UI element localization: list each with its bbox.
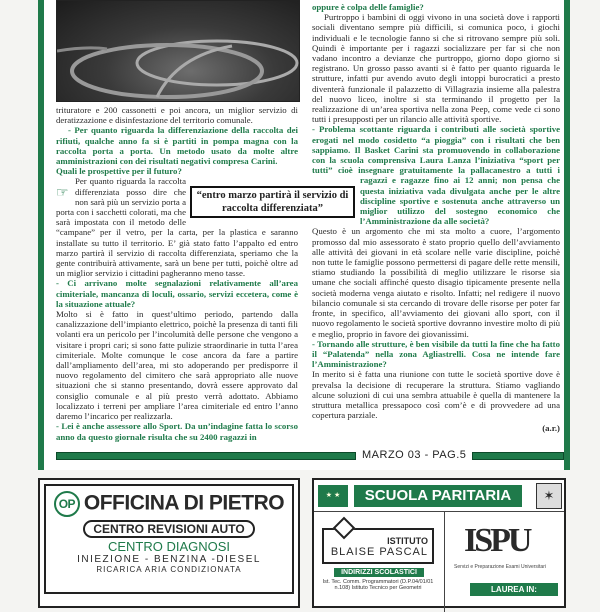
ispu-subtitle: Servizi e Preparazione Esami Universitari [454, 564, 546, 570]
interview-question: Quali le prospettive per il futuro? [56, 166, 182, 177]
indirizzi-list: Ist. Tec. Comm. Programmatori (D.P.04/01/01 n.108) Istituto Tecnico per Geometri [322, 579, 434, 591]
interview-question: - Tornando alle strutture, è ben visibile da tutti la fine che ha fatto il “Palatenda” nella zona Agliastrelli. Cosa ne intende fare l’Amministrazione? [312, 338, 560, 370]
footer-bar-left [56, 452, 356, 460]
ad-revisioni: CENTRO REVISIONI AUTO [83, 520, 254, 538]
paragraph: Purtroppo i bambini di oggi vivono in una società dove i rapporti sociali diventano sempre più difficili, si comunica poco, i giochi individuali e le tecnologie fanno si che si ritrovano sempre più soli. Quindi è importante per i ragazzi socializzare per far si che non vadano incontro a devianze che purtroppo, giorno dopo giorno si registrano. Un grosso passo avanti si è fatto per quanto riguarda le strutture, infatti pur avendo avuto degli intoppi burocratici a presto diventerà funzionale il palazzetto di Villagrazia insieme alla palestra del nuovo liceo, inoltre si sta terminando il progetto per la realizzazione di un’area sportiva nella zona Peep, come vede ci sono tutti i presupposti per un rilancio alle attività sportive. [312, 12, 560, 125]
ad-services: INIEZIONE - BENZINA -DIESEL [77, 554, 261, 565]
sicily-crest-icon: ✶ [536, 483, 562, 509]
footer-bar-right [472, 452, 564, 460]
ad-aria: RICARICA ARIA CONDIZIONATA [96, 565, 242, 574]
paragraph: Per quanto riguarda la raccolta differenziata posso dire che non sarà più un servizio porta a porta con i sacchetti colorati, ma che sarà impostata con il metodo delle “campane” per il vetro, per la carta, per la plastica e saranno installate su tutto il territorio. E’ già stato fatto l’appalto ed entro marzo partirà il servizio di raccolta differenziata, speriamo che la gente contribuirà attivamente, sarà un bene per tutti, poichè oltre ad un miglior servizio i cittadini pagheranno meno tasse. [56, 176, 298, 279]
istituto-label: ISTITUTO [387, 536, 428, 546]
interview-question: - Per quanto riguarda la differenziazione della raccolta dei rifiuti, qualche anno fa si è partiti in pompa magna con la raccolta porta a porta. Un metodo usato da molte altre amministrazioni con dei risultati negativi compresa Carini. [56, 125, 298, 167]
officina-ad [38, 478, 300, 608]
paragraph: Molto si è fatto in quest’ultimo periodo, partendo dalla canalizzazione dell’impianto elettrico, poichè la presenza di tanti fili volanti era un pericolo per l’incolumità delle persone che vengono a visitare i propri cari; si sono fatte pulizie straordinarie in tutta l’area cimiteriale. Molte comunque le cose ancora da fare a partire dall’ampliamento dell’area, mi sto adoperando per predisporre il nuovo regolamento del cimitero che sarà appropriato alle nuove situazioni che si stanno presentando, dovrà essere approvato dal consiglio comunale e al più presto verrà adottato. Abbiamo localizzato i terreni per ampliare l’area cimiteriale ed entro l’anno daremo l’incarico per realizzarla. [56, 309, 298, 422]
interview-question: - Ci arrivano molte segnalazioni relativamente all’area cimiteriale, mancanza di loculi, ossario, servizi eccetera, come è la situazione attuale? [56, 278, 298, 309]
indirizzi-label: INDIRIZZI SCOLASTICI [334, 568, 424, 577]
pull-quote: “entro marzo partirà il servizio di raccolta differenziata” [190, 186, 355, 218]
paragraph: In merito si è fatta una riunione con tutte le società sportive dove è prevalsa la decisione di recuperare la struttura. Stiamo vagliando alcune soluzioni di cui una sembra attuabile è quella di mantenere la struttura metallica pressapoco così com’è e di provvedere ad una copertura parziale. [312, 369, 560, 421]
laurea-label: LAUREA IN: [470, 583, 558, 596]
ad-diagnosi: CENTRO DIAGNOSI [107, 539, 231, 554]
ispu-logo: ISPU [464, 522, 530, 559]
article-left-column [56, 105, 298, 442]
ad-title: OFFICINA DI PIETRO [83, 491, 285, 515]
page-number: MARZO 03 - PAG.5 [362, 449, 467, 461]
eu-flag-icon: ★ ★ [318, 485, 348, 507]
paragraph: Questo è un argomento che mi sta molto a cuore, l’argomento promosso dal mio assessorato è stato proprio quello dell’avviamento alle attività dei giovani in età scolare nelle varie discipline, poichè non tutte le famiglie possono permettersi di pagare delle rette mensili, stiamo studiando la possibilità di meglio utilizzare le risorse sia umane che sociali affinché questo disagio tipicamente presente nella società moderna venga aiutato e risolto. Infatti; nel redigere il nuovo bilancio comunale si sta cercando di trovare delle risorse per poter far fronte, in specifico, all’avviamento dei giovani allo sport, con il nuovo regolamento le società sportive dovranno investire molto di più e meglio, proprio in favore dei giovanissimi. [312, 226, 560, 339]
article-photo [56, 0, 300, 102]
officina-logo-icon: OP [54, 491, 80, 517]
interview-question: oppure è colpa delle famiglie? [312, 2, 424, 12]
ad-header: SCUOLA PARITARIA [354, 485, 522, 507]
blaise-pascal-logo [322, 528, 434, 564]
scuola-ad [312, 478, 566, 608]
interview-question: - Lei è anche assessore allo Sport. Da un’indagine fatta lo scorso anno da questo giornale risulta che su 2400 ragazzi in [56, 421, 298, 442]
interview-question: - Problema scottante riguarda i contributi alle società sportive erogati nel modo cosidetto “a pioggia” con i risultati che ben sappiamo. Il Basket Carini sta promuovendo in collaborazione con la scuola comprensiva Laura Lanza l’iniziativa “sport per tutti” cioè insegnare gratuitamente la pallacanestro a tutti i ragazzi e ragazze fino ai 12 anni; non pensa che questa iniziativa vada divulgata anche per le altre discipline sportive e sostenuta anche attraverso un miglior utilizzo del sostegno economico che l’Amministrazione da alle società? [312, 124, 560, 227]
author-signature: (a.r.) [542, 423, 560, 434]
istituto-name: BLAISE PASCAL [330, 546, 428, 558]
paragraph: trituratore e 200 cassonetti e poi ancora, un miglior servizio di deratizzazione e disinfestazione del territorio comunale. [56, 105, 298, 126]
pointing-hand-icon: ☞ [56, 186, 69, 201]
piazza-pavement-image [57, 1, 300, 102]
